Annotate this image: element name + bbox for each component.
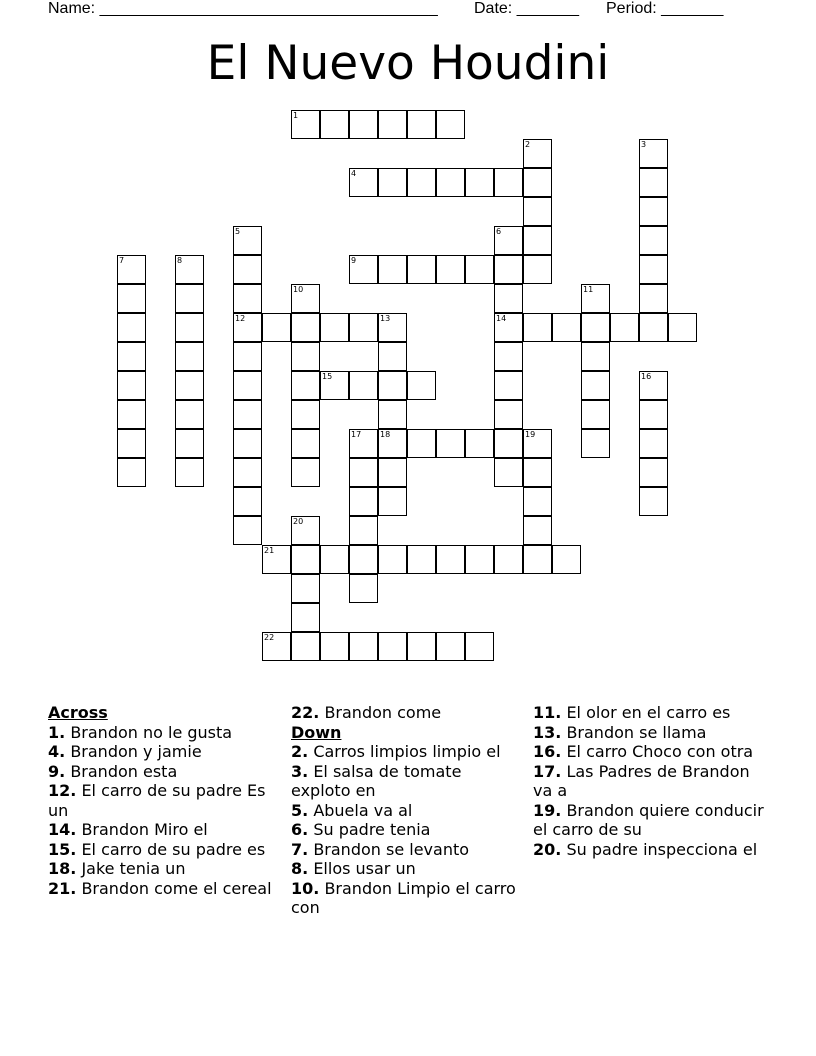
grid-cell[interactable]: [349, 429, 378, 458]
grid-cell[interactable]: [117, 371, 146, 400]
grid-cell[interactable]: [523, 313, 552, 342]
grid-cell[interactable]: [639, 429, 668, 458]
grid-cell[interactable]: [349, 110, 378, 139]
clue-down-20: [533, 840, 765, 860]
grid-cell[interactable]: [291, 545, 320, 574]
clue-number: 12.: [48, 781, 77, 800]
grid-cell[interactable]: [523, 255, 552, 284]
clue-across-14: [48, 820, 280, 840]
cell-number: 20: [293, 517, 304, 526]
cell-number: 9: [351, 256, 357, 265]
grid-cell[interactable]: [378, 429, 407, 458]
grid-cell[interactable]: [291, 342, 320, 371]
clue-number: 4.: [48, 742, 66, 761]
grid-cell[interactable]: [436, 632, 465, 661]
grid-cell[interactable]: [639, 284, 668, 313]
grid-cell[interactable]: [523, 197, 552, 226]
grid-cell[interactable]: [175, 400, 204, 429]
grid-cell[interactable]: [233, 429, 262, 458]
clue-number: 17.: [533, 761, 562, 781]
clue-down-8: [291, 859, 523, 879]
cell-number: 19: [525, 430, 536, 439]
grid-cell[interactable]: [349, 371, 378, 400]
grid-cell[interactable]: [378, 371, 407, 400]
clue-number: 13.: [533, 722, 562, 742]
grid-cell[interactable]: [407, 545, 436, 574]
clue-down-17: [533, 762, 765, 801]
cell-number: 18: [380, 430, 391, 439]
clue-text: El salsa de tomate exploto en: [291, 761, 462, 800]
grid-cell[interactable]: [117, 255, 146, 284]
grid-cell[interactable]: [378, 632, 407, 661]
grid-cell[interactable]: [639, 255, 668, 284]
grid-cell[interactable]: [262, 632, 291, 661]
grid-cell[interactable]: [349, 458, 378, 487]
clue-across-21: [48, 879, 280, 899]
clue-text: Jake tenia un: [81, 859, 186, 878]
clue-number: 20.: [533, 839, 562, 859]
grid-cell[interactable]: [523, 139, 552, 168]
grid-cell[interactable]: [175, 255, 204, 284]
cell-number: 15: [322, 372, 333, 381]
grid-cell[interactable]: [233, 284, 262, 313]
down-heading: Down: [291, 722, 342, 742]
clue-number: 6.: [291, 820, 309, 839]
grid-cell[interactable]: [291, 400, 320, 429]
grid-cell[interactable]: [494, 226, 523, 255]
clue-text: Ellos usar un: [313, 859, 416, 878]
clue-text: Brandon se llama: [566, 722, 707, 742]
clue-number: 11.: [533, 703, 562, 722]
grid-cell[interactable]: [175, 342, 204, 371]
grid-cell[interactable]: [378, 255, 407, 284]
grid-cell[interactable]: [378, 168, 407, 197]
cell-number: 14: [496, 314, 507, 323]
grid-cell[interactable]: [436, 110, 465, 139]
grid-cell[interactable]: [407, 255, 436, 284]
clues-column-1: [48, 703, 280, 898]
grid-cell[interactable]: [291, 429, 320, 458]
clue-text: Brandon Limpio el carro con: [291, 878, 516, 917]
grid-cell[interactable]: [523, 226, 552, 255]
grid-cell[interactable]: [407, 110, 436, 139]
puzzle-title: El Nuevo Houdini: [206, 36, 610, 91]
grid-cell[interactable]: [407, 429, 436, 458]
grid-cell[interactable]: [349, 313, 378, 342]
clue-number: 2.: [291, 742, 309, 761]
grid-cell[interactable]: [494, 342, 523, 371]
cell-number: 4: [351, 169, 357, 178]
grid-cell[interactable]: [436, 429, 465, 458]
grid-cell[interactable]: [349, 574, 378, 603]
grid-cell[interactable]: [291, 313, 320, 342]
grid-cell[interactable]: [639, 226, 668, 255]
grid-cell[interactable]: [407, 371, 436, 400]
grid-cell[interactable]: [581, 371, 610, 400]
grid-cell[interactable]: [407, 168, 436, 197]
grid-cell[interactable]: [523, 429, 552, 458]
cell-number: 17: [351, 430, 362, 439]
cell-number: 16: [641, 372, 652, 381]
clue-across-1: [48, 723, 280, 743]
grid-cell[interactable]: [465, 545, 494, 574]
clue-text: Brandon quiere conducir el carro de su: [533, 800, 764, 839]
clues-column-2: [291, 703, 523, 918]
clue-down-19: [533, 801, 765, 840]
cell-number: 13: [380, 314, 391, 323]
grid-cell[interactable]: [233, 400, 262, 429]
grid-cell[interactable]: [291, 284, 320, 313]
clue-down-16: [533, 742, 765, 762]
grid-cell[interactable]: [117, 342, 146, 371]
grid-cell[interactable]: [639, 168, 668, 197]
grid-cell[interactable]: [494, 429, 523, 458]
grid-cell[interactable]: [175, 313, 204, 342]
grid-cell[interactable]: [117, 429, 146, 458]
grid-cell[interactable]: [465, 168, 494, 197]
grid-cell[interactable]: [175, 371, 204, 400]
clue-number: 14.: [48, 820, 77, 839]
grid-cell[interactable]: [291, 516, 320, 545]
grid-cell[interactable]: [378, 545, 407, 574]
grid-cell[interactable]: [465, 632, 494, 661]
cell-number: 12: [235, 314, 246, 323]
cell-number: 8: [177, 256, 183, 265]
grid-cell[interactable]: [581, 284, 610, 313]
clue-text: Brandon no le gusta: [70, 722, 233, 742]
grid-cell[interactable]: [320, 632, 349, 661]
cell-number: 22: [264, 633, 275, 642]
grid-cell[interactable]: [233, 487, 262, 516]
cell-number: 11: [583, 285, 594, 294]
grid-cell[interactable]: [233, 255, 262, 284]
grid-cell[interactable]: [320, 371, 349, 400]
grid-cell[interactable]: [639, 139, 668, 168]
clue-down-6: [291, 820, 523, 840]
grid-cell[interactable]: [465, 255, 494, 284]
grid-cell[interactable]: [494, 168, 523, 197]
grid-cell[interactable]: [639, 313, 668, 342]
clue-number: 22.: [291, 703, 320, 722]
across-heading: Across: [48, 703, 108, 722]
clues-column-3: [533, 703, 765, 859]
grid-cell[interactable]: [117, 400, 146, 429]
grid-cell[interactable]: [291, 110, 320, 139]
grid-cell[interactable]: [494, 458, 523, 487]
clue-number: 15.: [48, 839, 77, 859]
grid-cell[interactable]: [320, 110, 349, 139]
clue-number: 10.: [291, 878, 320, 898]
clue-across-4: [48, 742, 280, 762]
clue-text: Las Padres de Brandon va a: [533, 761, 750, 800]
grid-cell[interactable]: [291, 458, 320, 487]
grid-cell[interactable]: [349, 545, 378, 574]
grid-cell[interactable]: [523, 545, 552, 574]
cell-number: 6: [496, 227, 502, 236]
grid-cell[interactable]: [494, 313, 523, 342]
period-field[interactable]: Period: _______: [606, 0, 724, 17]
grid-cell[interactable]: [639, 458, 668, 487]
date-field[interactable]: Date: _______: [474, 0, 579, 17]
clue-down-2: [291, 742, 523, 762]
clue-number: 8.: [291, 859, 309, 878]
grid-cell[interactable]: [320, 313, 349, 342]
grid-cell[interactable]: [639, 400, 668, 429]
grid-cell[interactable]: [117, 284, 146, 313]
clue-text: Brandon y jamie: [70, 742, 202, 761]
clue-down-7: [291, 840, 523, 860]
clue-number: 3.: [291, 761, 309, 781]
name-field[interactable]: Name: ______________________________________: [48, 0, 438, 17]
grid-cell[interactable]: [668, 313, 697, 342]
grid-cell[interactable]: [378, 458, 407, 487]
grid-cell[interactable]: [378, 313, 407, 342]
grid-cell[interactable]: [581, 400, 610, 429]
clue-down-11: [533, 703, 765, 723]
clue-number: 9.: [48, 761, 66, 781]
grid-cell[interactable]: [523, 516, 552, 545]
grid-cell[interactable]: [436, 255, 465, 284]
grid-cell[interactable]: [291, 603, 320, 632]
cell-number: 2: [525, 140, 531, 149]
grid-cell[interactable]: [349, 487, 378, 516]
clue-number: 1.: [48, 722, 66, 742]
clue-number: 18.: [48, 859, 77, 878]
grid-cell[interactable]: [233, 516, 262, 545]
grid-cell[interactable]: [175, 458, 204, 487]
clue-across-12: [48, 781, 280, 820]
grid-cell[interactable]: [349, 255, 378, 284]
grid-cell[interactable]: [639, 487, 668, 516]
cell-number: 1: [293, 111, 299, 120]
clue-text: El carro de su padre Es un: [48, 781, 266, 820]
clue-down-3: [291, 762, 523, 801]
clue-text: Brandon esta: [70, 761, 178, 781]
clue-across-15: [48, 840, 280, 860]
grid-cell[interactable]: [291, 632, 320, 661]
clue-down-13: [533, 723, 765, 743]
grid-cell[interactable]: [523, 487, 552, 516]
grid-cell[interactable]: [349, 168, 378, 197]
clue-across-9: [48, 762, 280, 782]
grid-cell[interactable]: [436, 545, 465, 574]
grid-cell[interactable]: [233, 226, 262, 255]
clue-text: Abuela va al: [313, 800, 413, 820]
clue-number: 21.: [48, 878, 77, 898]
grid-cell[interactable]: [465, 429, 494, 458]
grid-cell[interactable]: [581, 342, 610, 371]
grid-cell[interactable]: [639, 197, 668, 226]
grid-cell[interactable]: [378, 400, 407, 429]
grid-cell[interactable]: [233, 313, 262, 342]
grid-cell[interactable]: [117, 313, 146, 342]
grid-cell[interactable]: [494, 371, 523, 400]
clue-text: Brandon come el cereal: [81, 878, 272, 898]
grid-cell[interactable]: [552, 545, 581, 574]
grid-cell[interactable]: [117, 458, 146, 487]
clue-text: El olor en el carro es: [566, 703, 731, 722]
grid-cell[interactable]: [581, 313, 610, 342]
grid-cell[interactable]: [175, 429, 204, 458]
grid-cell[interactable]: [581, 429, 610, 458]
clue-text: El carro Choco con otra: [566, 742, 754, 761]
clue-text: Brandon se levanto: [313, 839, 470, 859]
clue-text: Brandon come: [324, 703, 442, 722]
grid-cell[interactable]: [233, 458, 262, 487]
grid-cell[interactable]: [262, 545, 291, 574]
clue-text: Brandon Miro el: [81, 820, 208, 839]
clue-text: Su padre inspecciona el: [566, 839, 758, 859]
grid-cell[interactable]: [378, 342, 407, 371]
grid-cell[interactable]: [523, 168, 552, 197]
cell-number: 5: [235, 227, 241, 236]
clue-number: 19.: [533, 800, 562, 820]
grid-cell[interactable]: [175, 284, 204, 313]
clue-across-18: [48, 859, 280, 879]
clue-down-5: [291, 801, 523, 821]
grid-cell[interactable]: [262, 313, 291, 342]
grid-cell[interactable]: [407, 632, 436, 661]
clue-text: Su padre tenia: [313, 820, 431, 839]
grid-cell[interactable]: [378, 487, 407, 516]
grid-cell[interactable]: [378, 110, 407, 139]
cell-number: 3: [641, 140, 647, 149]
grid-cell[interactable]: [291, 371, 320, 400]
grid-cell[interactable]: [233, 342, 262, 371]
grid-cell[interactable]: [349, 632, 378, 661]
grid-cell[interactable]: [494, 255, 523, 284]
clue-down-10: [291, 879, 523, 918]
grid-cell[interactable]: [436, 168, 465, 197]
cell-number: 21: [264, 546, 275, 555]
clue-number: 16.: [533, 742, 562, 761]
grid-cell[interactable]: [639, 371, 668, 400]
grid-cell[interactable]: [610, 313, 639, 342]
cell-number: 7: [119, 256, 125, 265]
clue-across-22: [291, 703, 523, 723]
clue-number: 7.: [291, 839, 309, 859]
clue-number: 5.: [291, 800, 309, 820]
cell-number: 10: [293, 285, 304, 294]
grid-cell[interactable]: [494, 400, 523, 429]
grid-cell[interactable]: [523, 458, 552, 487]
grid-cell[interactable]: [291, 574, 320, 603]
grid-cell[interactable]: [494, 545, 523, 574]
grid-cell[interactable]: [552, 313, 581, 342]
clue-text: El carro de su padre es: [81, 839, 266, 859]
grid-cell[interactable]: [494, 284, 523, 313]
grid-cell[interactable]: [349, 516, 378, 545]
grid-cell[interactable]: [233, 371, 262, 400]
clue-text: Carros limpios limpio el: [313, 742, 501, 761]
grid-cell[interactable]: [320, 545, 349, 574]
